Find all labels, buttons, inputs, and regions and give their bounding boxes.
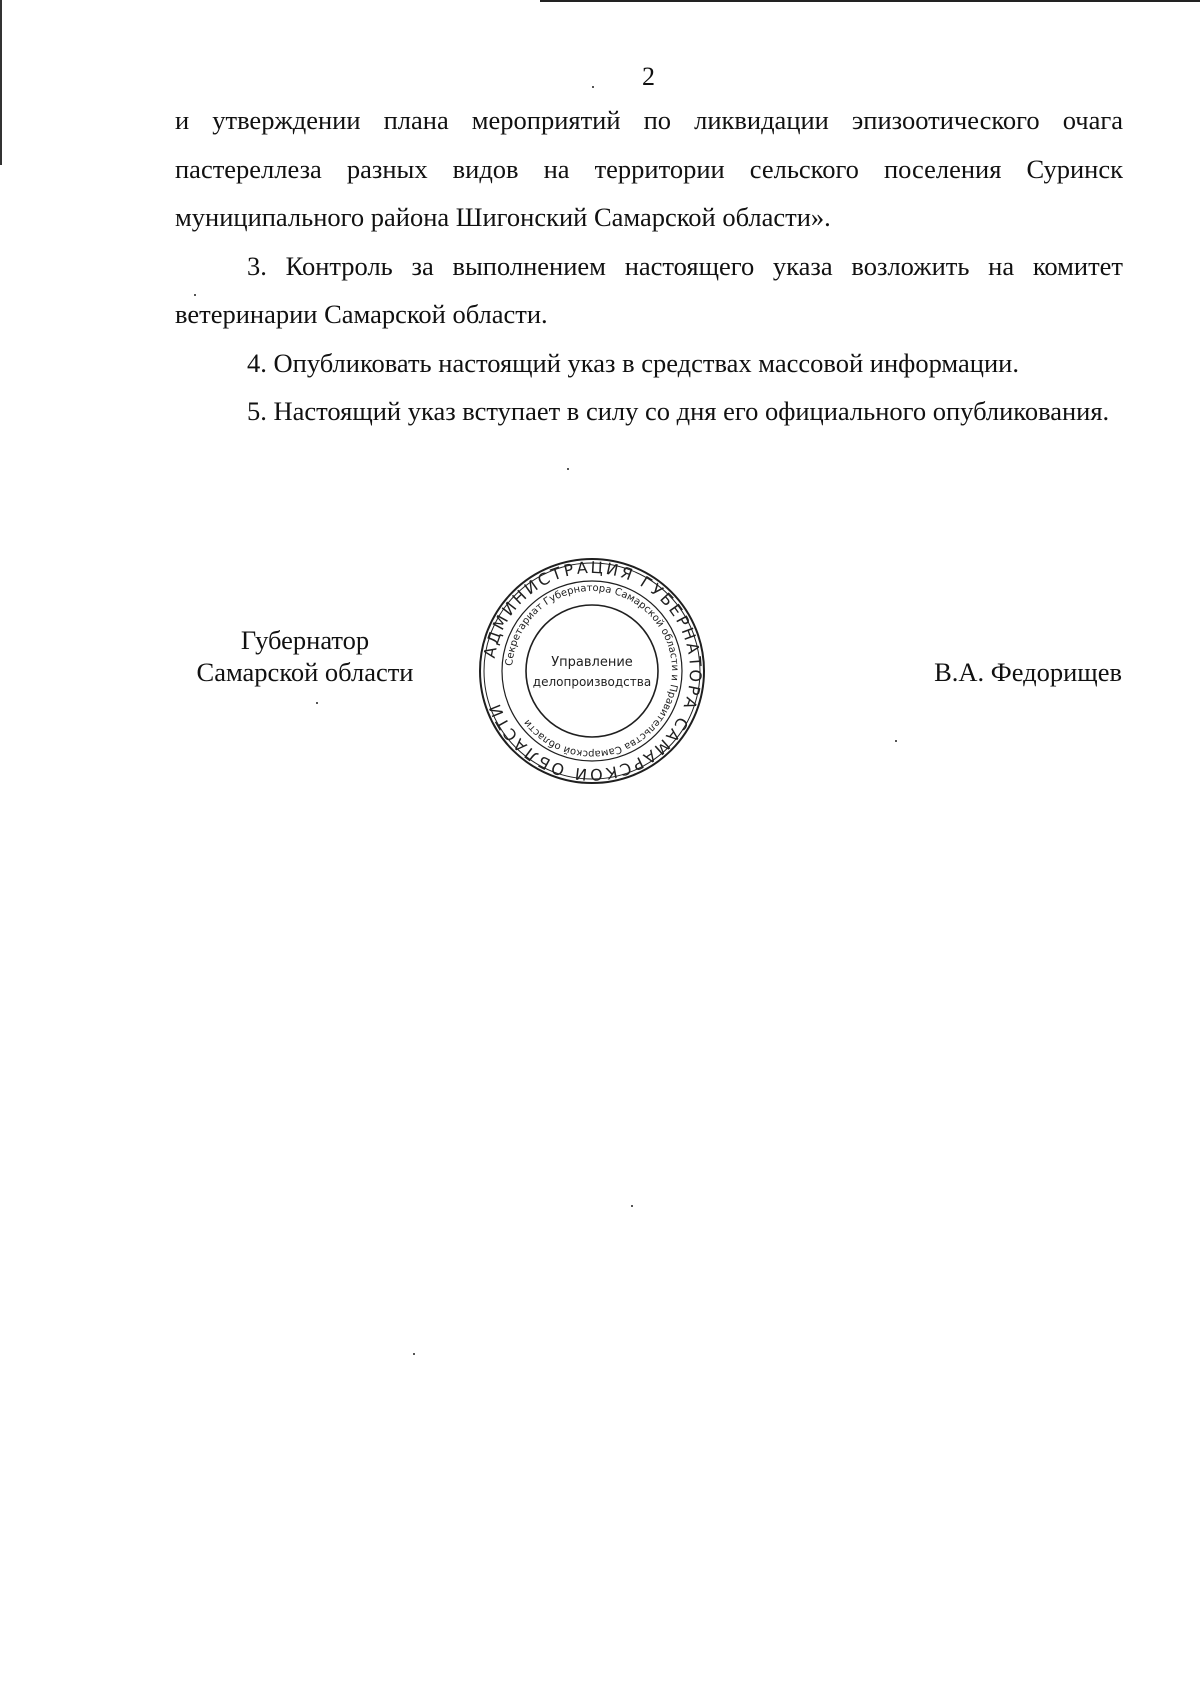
seal-center-line1: Управление: [551, 655, 633, 670]
scan-speck: [592, 86, 594, 88]
scan-speck: [194, 294, 196, 296]
seal-middle-text: Секретариат Губернатора Самарской области и Правительства Самарской области: [504, 582, 681, 760]
scan-speck: [895, 740, 897, 742]
seal-middle-ring: [502, 581, 682, 761]
official-seal: [477, 556, 707, 786]
scan-speck: [316, 702, 318, 704]
paragraph-item-4: 4. Опубликовать настоящий указ в средствах массовой информации.: [247, 347, 1019, 378]
signatory-name: В.А. Федорищев: [934, 657, 1122, 687]
signatory-position-line1: Губернатор: [240, 625, 370, 655]
scan-speck: [567, 468, 569, 470]
document-body: [175, 96, 1123, 436]
paragraph-item-5: 5. Настоящий указ вступает в силу со дня его официального опубликования.: [247, 396, 1110, 426]
page-number: 2: [642, 62, 655, 91]
seal-outer-text: АДМИНИСТРАЦИЯ ГУБЕРНАТОРА САМАРСКОЙ ОБЛАСТИ: [479, 557, 706, 785]
scan-top-rule: [540, 0, 1200, 2]
scan-speck: [631, 1205, 633, 1207]
paragraph-item-3: 3. Контроль за выполнением настоящего указа возложить на комитет ветеринарии Самарской области.: [175, 250, 1123, 329]
seal-center-line2: делопроизводства: [532, 675, 652, 689]
signatory-position: [175, 624, 435, 688]
signatory-position-line2: Самарской области: [196, 657, 414, 687]
seal-inner-ring: [526, 605, 658, 737]
scan-speck: [413, 1353, 415, 1355]
paragraph-continuation: и утверждении плана мероприятий по ликвидации эпизоотического очага пастереллеза разных видов на территории сельского поселения Суринск муниципального района Шигонский Самарской области».: [175, 105, 1123, 232]
